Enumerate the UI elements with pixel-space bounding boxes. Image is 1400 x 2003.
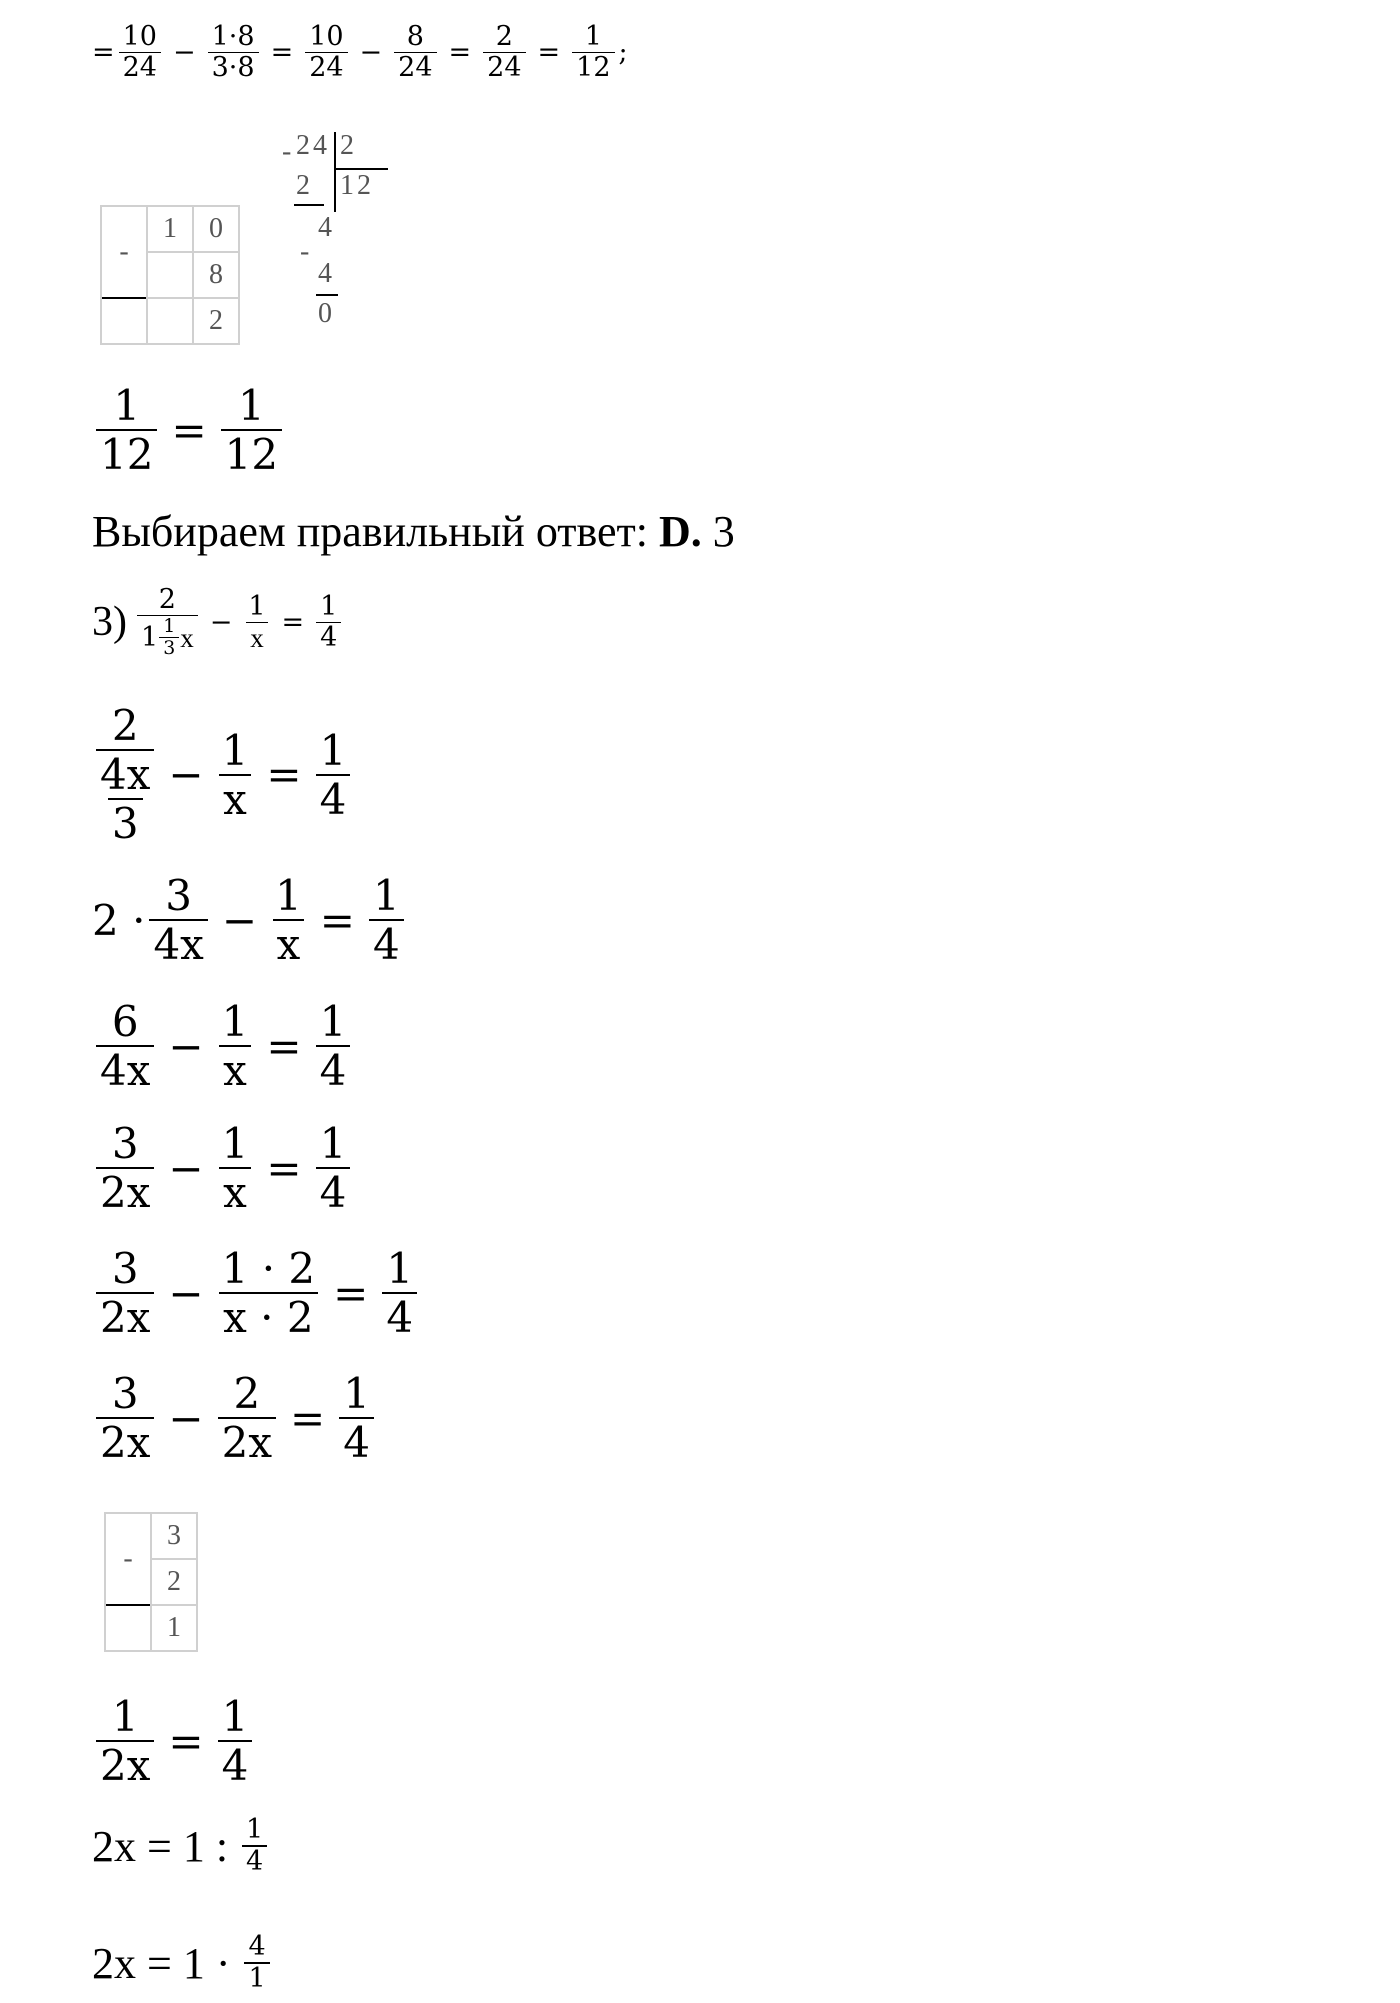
complex-fraction: 2 1 $\frac{1}{3}$ x (137, 585, 198, 660)
digit-cell: 3 (151, 1513, 197, 1559)
fraction: $\frac{1}{4}$ (382, 1245, 417, 1341)
step-7-equation (92, 1693, 256, 1789)
digit-cell: 1 (151, 1605, 197, 1651)
equation-lhs: 2x = 1 · (92, 1938, 231, 1988)
equals-sign: = (319, 895, 355, 945)
fraction: $\frac{2}{24}$ (483, 22, 525, 83)
fraction: $\frac{1}{4}$ (316, 998, 351, 1094)
fraction: $\frac{1}{4}$ (316, 727, 351, 823)
minus-sign: − (168, 1268, 204, 1318)
equals-sign: = (266, 1143, 302, 1193)
complex-fraction: $\frac{2}{\frac{4x}{3}}$ (96, 702, 154, 847)
fraction: $\frac{1}{4}$ (339, 1370, 374, 1466)
semicolon: ; (618, 37, 628, 69)
minus-sign: − (168, 1393, 204, 1443)
digit-cell: 2 (193, 298, 239, 344)
minus-sign: - (300, 236, 310, 267)
division-bar (334, 132, 336, 212)
fraction: $\frac{3}{2x}$ (96, 1245, 154, 1341)
fraction: $\frac{1}{x}$ (271, 872, 306, 968)
fraction: $\frac{2}{2x}$ (218, 1370, 276, 1466)
equals-sign: = (537, 37, 561, 69)
column-subtraction-table (104, 1512, 198, 1652)
task-3-equation (92, 585, 345, 660)
digit-cell (105, 1605, 151, 1651)
fraction: $\frac{1}{x}$ (218, 727, 253, 823)
coefficient: 2 · (92, 895, 146, 945)
minus-sign: − (172, 37, 196, 69)
minus-sign: − (221, 895, 258, 945)
minus-sign: − (168, 1143, 204, 1193)
fraction: $\frac{8}{24}$ (394, 22, 436, 83)
fraction-chain-line (92, 22, 628, 83)
equals-sign: = (290, 1393, 326, 1443)
step-6-equation (92, 1370, 378, 1466)
step-8-equation (92, 1815, 271, 1877)
equals-sign: = (266, 750, 302, 800)
fraction: $\frac{6}{4x}$ (96, 998, 154, 1094)
minus-sign: − (168, 750, 204, 800)
remainder: 0 (318, 298, 332, 329)
digit-cell (147, 252, 193, 298)
equation-line (92, 382, 286, 478)
digit-cell (101, 298, 147, 344)
minus-sign: - (105, 1513, 151, 1605)
equals-sign: = (171, 405, 207, 455)
column-subtraction-table (100, 205, 240, 345)
equals-sign: = (270, 37, 294, 69)
fraction: $\frac{1}{4}$ (369, 872, 404, 968)
fraction: $\frac{3}{4x}$ (149, 872, 207, 968)
digit-cell: 2 (151, 1559, 197, 1605)
fraction: $\frac{1\cdot 8}{3\cdot 8}$ (208, 22, 259, 83)
fraction: $\frac{1}{4}$ (316, 1120, 351, 1216)
step-1-equation (92, 702, 354, 847)
minus-sign: − (168, 1021, 204, 1071)
step-5-equation (92, 1245, 421, 1341)
step-2-equation (92, 872, 408, 968)
equals-sign: = (448, 37, 472, 69)
mixed-fraction-part: $\frac{1}{3}$ (159, 616, 179, 659)
long-division (282, 132, 402, 342)
minus-sign: − (209, 606, 233, 638)
fraction: $\frac{10}{24}$ (119, 22, 161, 83)
remainder: 4 (318, 212, 332, 243)
fraction: $\frac{1}{12}$ (221, 382, 282, 478)
equals-sign: = (92, 37, 115, 69)
task-label: 3) (92, 599, 127, 646)
fraction: $\frac{3}{2x}$ (96, 1370, 154, 1466)
quotient: 12 (340, 170, 374, 201)
divisor: 2 (340, 130, 354, 161)
equation-lhs: 2x = 1 : (92, 1821, 229, 1871)
answer-line (92, 506, 735, 557)
fraction: $\frac{1}{x}$ (218, 1120, 253, 1216)
digit-cell: 1 (147, 206, 193, 252)
answer-prefix: Выбираем правильный ответ: (92, 507, 659, 556)
step-3-equation (92, 998, 354, 1094)
fraction: $\frac{4}{1}$ (244, 1932, 269, 1994)
fraction: $\frac{10}{24}$ (305, 22, 347, 83)
digit-cell: 0 (193, 206, 239, 252)
fraction: $\frac{1}{4}$ (218, 1693, 253, 1789)
fraction: $\frac{1}{12}$ (96, 382, 157, 478)
equals-sign: = (168, 1716, 204, 1766)
minus-sign: - (282, 136, 292, 167)
subtrahend: 2 (296, 170, 310, 201)
answer-letter: D. (658, 507, 702, 556)
fraction: $\frac{1}{4}$ (242, 1815, 267, 1877)
step-4-equation (92, 1120, 354, 1216)
step-9-equation (92, 1932, 274, 1994)
digit-cell (147, 298, 193, 344)
fraction: $\frac{3}{2x}$ (96, 1120, 154, 1216)
fraction: $\frac{1}{x}$ (218, 998, 253, 1094)
fraction: $\frac{1}{2x}$ (96, 1693, 154, 1789)
equals-sign: = (266, 1021, 302, 1071)
fraction: $\frac{1 \cdot 2}{x \cdot 2}$ (218, 1245, 320, 1341)
fraction: $\frac{1}{x}$ (244, 592, 269, 653)
dividend: 24 (296, 130, 330, 161)
fraction: $\frac{1}{4}$ (316, 592, 341, 653)
subtraction-line (294, 204, 324, 206)
subtraction-line (316, 294, 338, 296)
fraction: $\frac{1}{12}$ (572, 22, 614, 83)
minus-sign: - (101, 206, 147, 298)
digit-cell: 8 (193, 252, 239, 298)
minus-sign: − (359, 37, 383, 69)
equals-sign: = (281, 606, 305, 638)
equals-sign: = (333, 1268, 369, 1318)
subtrahend: 4 (318, 258, 332, 289)
answer-value: 3 (701, 507, 735, 556)
